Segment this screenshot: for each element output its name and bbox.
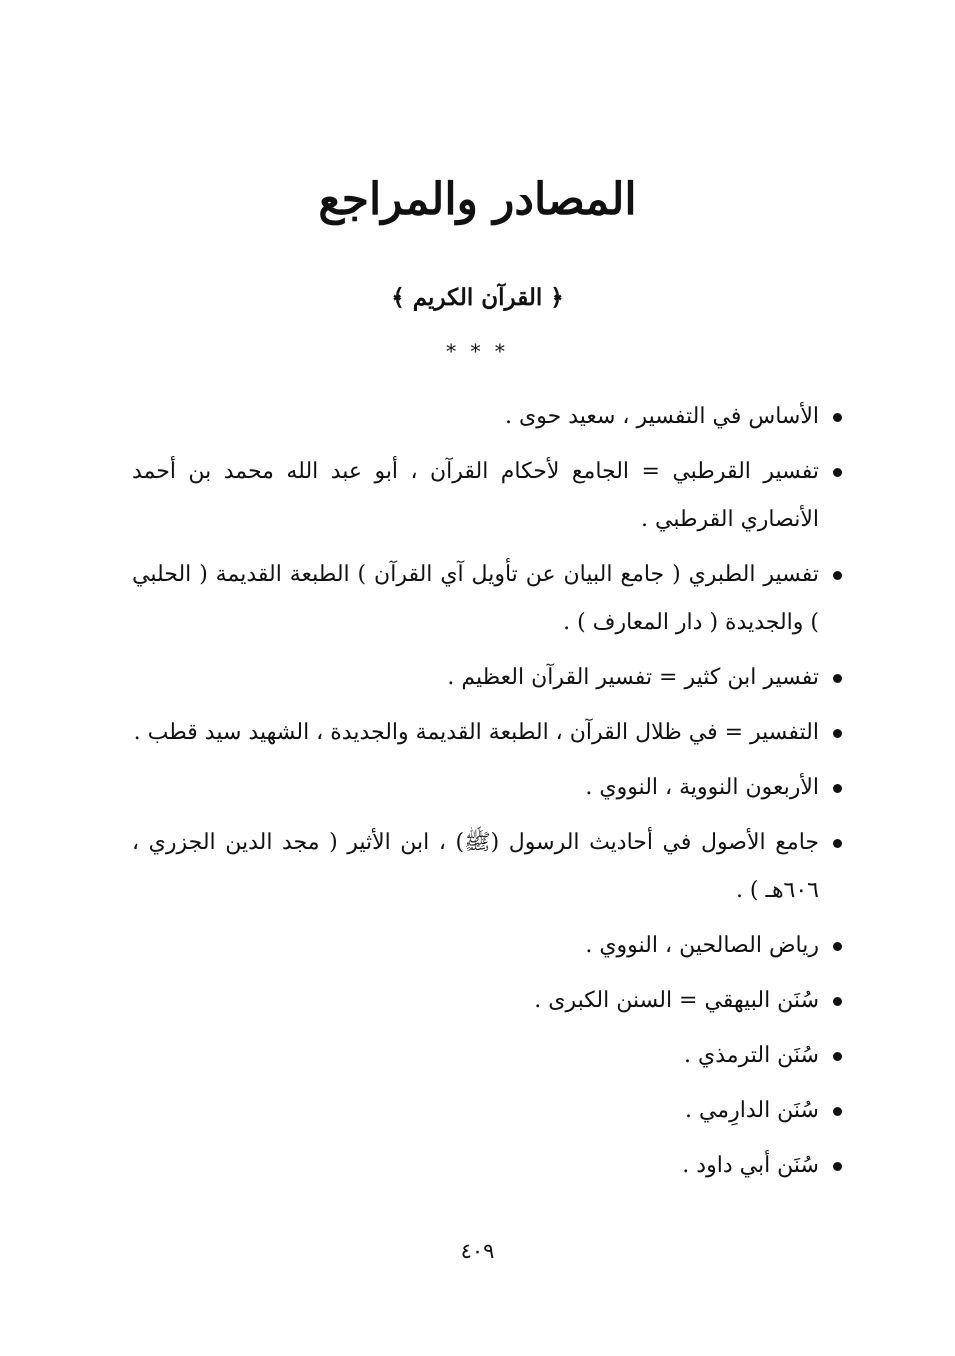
reference-item bbox=[132, 448, 845, 544]
reference-item bbox=[132, 977, 845, 1025]
bullet-icon bbox=[833, 413, 842, 422]
reference-item bbox=[132, 819, 845, 915]
bullet-icon bbox=[833, 942, 842, 951]
bullet-icon bbox=[833, 468, 842, 477]
reference-item bbox=[132, 922, 845, 970]
reference-item bbox=[132, 764, 845, 812]
bullet-icon bbox=[833, 571, 842, 580]
reference-item bbox=[132, 654, 845, 702]
reference-text: سُنَن الدارِمي . bbox=[684, 1098, 819, 1123]
reference-item bbox=[132, 1142, 845, 1190]
bullet-icon bbox=[833, 729, 842, 738]
reference-text: تفسير ابن كثير = تفسير القرآن العظيم . bbox=[447, 665, 819, 690]
bullet-icon bbox=[833, 1107, 842, 1116]
quran-heading: ﴿ القرآن الكريم ﴾ bbox=[391, 284, 564, 311]
reference-item bbox=[132, 1032, 845, 1080]
section-separator: * * * bbox=[446, 339, 509, 363]
reference-text: سُنَن أبي داود . bbox=[682, 1153, 819, 1178]
bullet-icon bbox=[833, 1052, 842, 1061]
reference-item bbox=[132, 1087, 845, 1135]
bullet-icon bbox=[833, 997, 842, 1006]
reference-text: تفسير الطبري ( جامع البيان عن تأويل آي القرآن ) الطبعة القديمة ( الحلبي ) والجديدة ( دار المعارف ) . bbox=[132, 562, 819, 635]
reference-text: رياض الصالحين ، النووي . bbox=[585, 933, 819, 958]
bullet-icon bbox=[833, 839, 842, 848]
reference-text: سُنَن البيهقي = السنن الكبرى . bbox=[534, 988, 819, 1013]
references-list bbox=[132, 393, 845, 1197]
reference-text: التفسير = في ظلال القرآن ، الطبعة القديمة والجديدة ، الشهيد سيد قطب . bbox=[133, 720, 819, 745]
reference-item bbox=[132, 551, 845, 647]
bullet-icon bbox=[833, 1162, 842, 1171]
reference-text: جامع الأصول في أحاديث الرسول (ﷺ) ، ابن الأثير ( مجد الدين الجزري ، ٦٠٦هـ ) . bbox=[132, 830, 819, 903]
bullet-icon bbox=[833, 784, 842, 793]
reference-item bbox=[132, 393, 845, 441]
reference-item bbox=[132, 709, 845, 757]
reference-text: الأربعون النووية ، النووي . bbox=[585, 775, 819, 800]
reference-text: تفسير القرطبي = الجامع لأحكام القرآن ، أبو عبد الله محمد بن أحمد الأنصاري القرطبي . bbox=[132, 459, 819, 532]
reference-text: الأساس في التفسير ، سعيد حوى . bbox=[505, 404, 819, 429]
reference-text: سُنَن الترمذي . bbox=[684, 1043, 819, 1068]
page-title: المصادر والمراجع bbox=[318, 174, 637, 225]
bullet-icon bbox=[833, 674, 842, 683]
page-number: ٤٠٩ bbox=[460, 1239, 495, 1263]
